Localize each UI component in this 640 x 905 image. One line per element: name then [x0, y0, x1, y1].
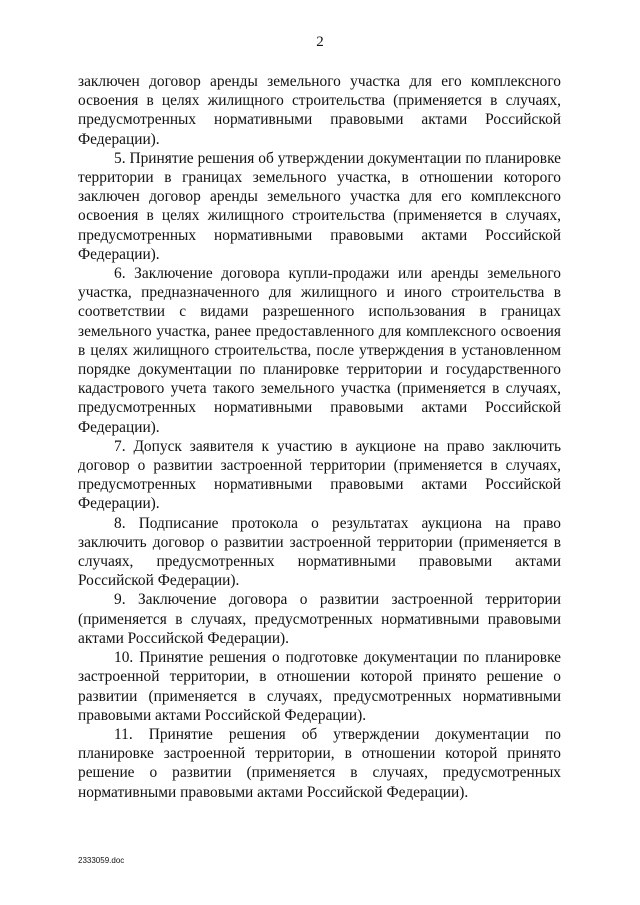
list-item-6: 6. Заключение договора купли-продажи или аренды земельного участка, предназначенного для жилищного и иного строительства в соответствии с видами разрешенного использования в границах земельного участка, ранее предоставленного для комплексного освоения в целях жилищного строительства, после утверждения в установленном порядке документации по планировке территории и государственного кадастрового учета такого земельного участка (применяется в случаях, предусмотренных нормативными правовыми актами Российской Федерации). [78, 265, 561, 436]
continuation-paragraph: заключен договор аренды земельного участка для его комплексного освоения в целях жилищного строительства (применяется в случаях, предусмотренных нормативными правовыми актами Российской Федерации). [78, 73, 561, 148]
list-item-11: 11. Принятие решения об утверждении документации по планировке застроенной территории, в отношении которой принято решение о развитии (применяется в случаях, предусмотренных нормативными правовыми актами Российской Федерации). [78, 725, 561, 801]
list-item-5: 5. Принятие решения об утверждении документации по планировке территории в границах земельного участка, в отношении которого заключен договор аренды земельного участка для его комплексного освоения в целях жилищного строительства (применяется в случаях, предусмотренных нормативными правовыми актами Российской Федерации). [78, 149, 561, 263]
list-item-8: 8. Подписание протокола о результатах аукциона на право заключить договор о развитии застроенной территории (применяется в случаях, предусмотренных нормативными правовыми актами Российской Федерации). [78, 514, 561, 590]
footer-filename: 2333059.doc [78, 856, 125, 865]
list-item-10: 10. Принятие решения о подготовке документации по планировке застроенной территории, в отношении которой принято решение о развитии (применяется в случаях, предусмотренных нормативными правовыми актами Российской Федерации). [78, 649, 561, 724]
page-number: 2 [316, 34, 324, 50]
list-item-9: 9. Заключение договора о развитии застроенной территории (применяется в случаях, предусмотренных нормативными правовыми актами Российской Федерации). [78, 591, 561, 647]
list-item-7: 7. Допуск заявителя к участию в аукционе на право заключить договор о развитии застроенной территории (применяется в случаях, предусмотренных нормативными правовыми актами Российской Федерации). [78, 437, 561, 513]
document-body [78, 72, 561, 802]
